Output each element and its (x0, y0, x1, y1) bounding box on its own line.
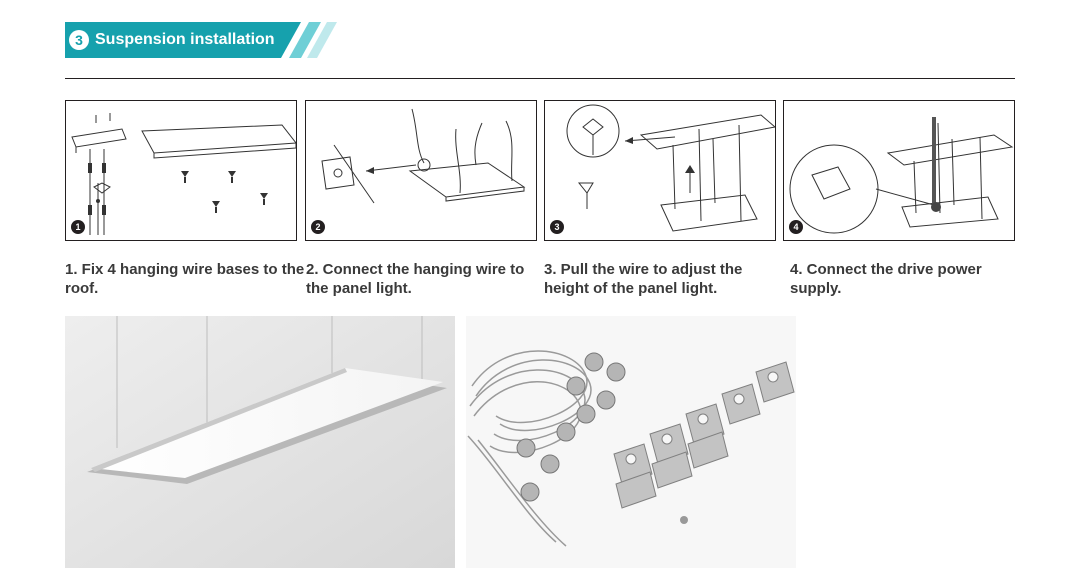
roof-mount-drawing (66, 101, 297, 241)
suspended-panel-picture (65, 316, 455, 568)
wire-and-bracket-picture (466, 316, 796, 568)
power-supply-drawing (784, 101, 1015, 241)
step-2-caption: 2. Connect the hanging wire to the panel light. (306, 261, 525, 297)
section-title: Suspension installation (95, 31, 275, 48)
step-3-illustration (544, 100, 776, 241)
step-3-caption: 3. Pull the wire to adjust the height of the panel light. (544, 261, 743, 297)
section-number: 3 (69, 30, 89, 50)
step-4-caption: 4. Connect the drive power supply. (790, 261, 982, 297)
hardware-kit-photo (466, 316, 796, 568)
wire-connect-drawing (306, 101, 537, 241)
divider-line (65, 78, 1015, 79)
step-1-badge: 1 (71, 220, 85, 234)
step-1-caption: 1. Fix 4 hanging wire bases to the roof. (65, 261, 305, 297)
step-3-badge: 3 (550, 220, 564, 234)
height-adjust-drawing (545, 101, 776, 241)
panel-light-photo (65, 316, 455, 568)
step-4-illustration (783, 100, 1015, 241)
step-2-badge: 2 (311, 220, 325, 234)
step-4-badge: 4 (789, 220, 803, 234)
section-banner (65, 22, 337, 58)
step-2-illustration (305, 100, 537, 241)
step-1-illustration (65, 100, 297, 241)
